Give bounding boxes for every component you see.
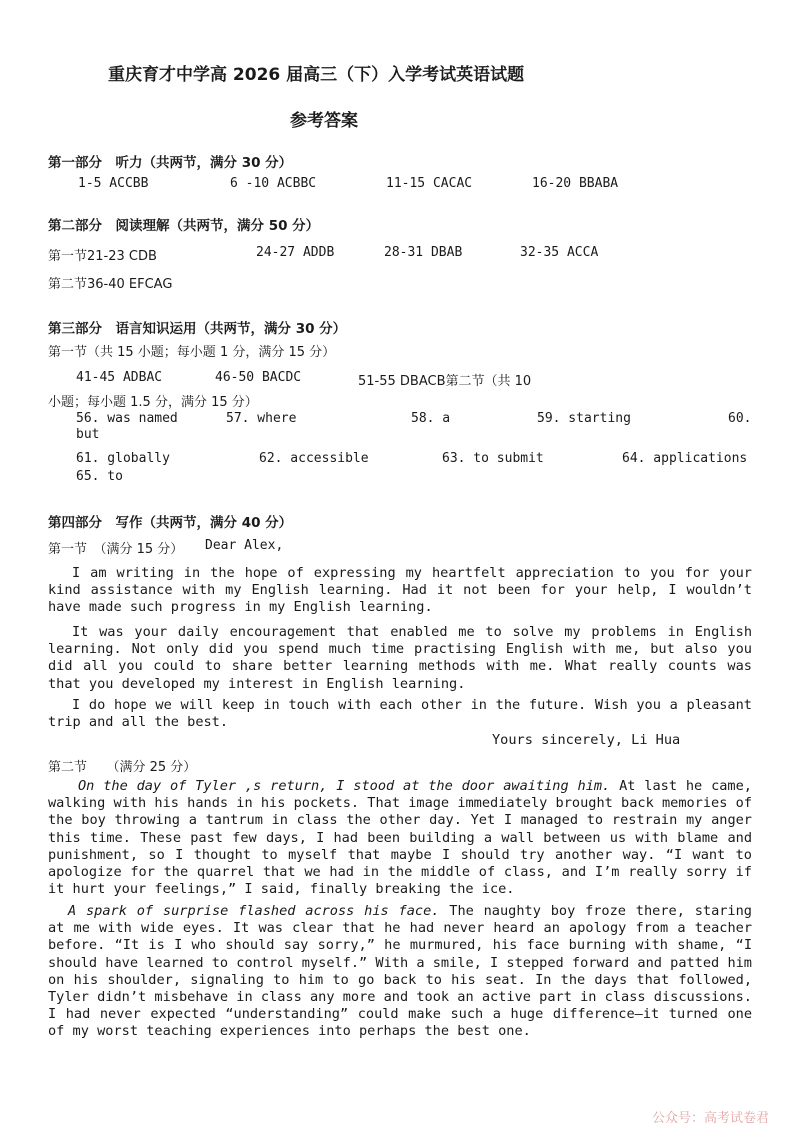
part3-answer: 57. where <box>226 411 297 426</box>
part1-heading: 第一部分 听力（共两节，满分 30 分） <box>48 155 293 171</box>
part3-answer: 62. accessible <box>259 451 369 466</box>
part3-answer: 56. was named <box>76 411 178 426</box>
part3-answer: 41-45 ADBAC <box>76 370 163 385</box>
story-text: At last he came, walking with his hands in his pockets. That image immediately brought back memories of the boy throwing a tantrum in class the other day. Yet I managed to restrain my anger this time. These past few days, I had been building a wall between us with blame and punishment, so I thought to myself that maybe I should try another way. “I want to apologize for the quarrel that we had in the middle of class, and I’m really sorry if it hurt your feelings,” I said, finally breaking the ice. <box>48 778 752 898</box>
letter-greeting: Dear Alex, <box>205 538 284 553</box>
part3-answer: 64. applications <box>622 451 748 466</box>
letter-paragraph: I do hope we will keep in touch with each other in the future. Wish you a pleasant trip and all the best. <box>48 697 752 731</box>
part3-answer: 46-50 BACDC <box>215 370 302 385</box>
story-lead-sentence: A spark of surprise flashed across his face. <box>68 903 440 919</box>
letter-paragraph: It was your daily encouragement that enabled me to solve my problems in English learning. Not only did you spend much time practising English with me, but also you did all you could to share better learning methods with me. What really counts was that you developed my interest in English learning. <box>48 624 752 692</box>
story-text: The naughty boy froze there, staring at me with wide eyes. It was clear that he had never heard an apology from a teacher before. “It is I who should say sorry,” he murmured, his face burning with shame, “I should have learned to control myself.” With a smile, I stepped forward and patted him on his shoulder, signaling to him to go back to his seat. In the days that followed, Tyler didn’t misbehave in class any more and took an active part in class discussions. I had never expected “understanding” could make such a huge difference—it turned one of my worst teaching experiences into perhaps the best one. <box>48 903 752 1040</box>
part3-section2-label: 小题；每小题 1.5 分，满分 15 分） <box>48 395 258 410</box>
part2-answer: 28-31 DBAB <box>384 245 463 260</box>
part3-answer: 58. a <box>411 411 451 426</box>
part2-answer: 第一节21-23 CDB <box>48 249 157 264</box>
part1-answer: 1-5 ACCBB <box>78 176 149 191</box>
part4-heading: 第四部分 写作（共两节，满分 40 分） <box>48 515 293 531</box>
part1-answer: 11-15 CACAC <box>386 176 473 191</box>
part3-answer: 60. <box>728 411 752 426</box>
part2-heading: 第二部分 阅读理解（共两节，满分 50 分） <box>48 218 320 234</box>
part3-answer: 65. to <box>76 469 123 484</box>
part4-section2-label: 第二节 （满分 25 分） <box>48 760 197 775</box>
letter-signoff: Yours sincerely, Li Hua <box>492 732 681 748</box>
part3-answer: 63. to submit <box>442 451 544 466</box>
letter-paragraph: I am writing in the hope of expressing my heartfelt appreciation to you for your kind assistance with my English learning. Had it not been for your help, I wouldn’t have made such progress in my English learning. <box>48 565 752 616</box>
part3-section1-label: 第一节（共 15 小题；每小题 1 分，满分 15 分） <box>48 345 336 360</box>
part1-answer: 16-20 BBABA <box>532 176 619 191</box>
story-paragraph <box>48 903 752 1041</box>
part3-answer: 59. starting <box>537 411 631 426</box>
part2-answer: 32-35 ACCA <box>520 245 599 260</box>
story-lead-sentence: On the day of Tyler ,s return, I stood at the door awaiting him. <box>78 778 611 794</box>
document-subtitle: 参考答案 <box>290 111 358 131</box>
watermark: 公众号：高考试卷君 <box>652 1111 770 1126</box>
part2-answer: 第二节36-40 EFCAG <box>48 277 173 292</box>
story-paragraph <box>48 778 752 898</box>
part3-answer: but <box>76 427 100 442</box>
part3-heading: 第三部分 语言知识运用（共两节，满分 30 分） <box>48 321 347 337</box>
part1-answer: 6 -10 ACBBC <box>230 176 317 191</box>
part2-answer: 24-27 ADDB <box>256 245 335 260</box>
part4-section1-label: 第一节 （满分 15 分） <box>48 542 184 557</box>
part3-answer: 51-55 DBACB第二节（共 10 <box>358 374 532 389</box>
document-title: 重庆育才中学高 2026 届高三（下）入学考试英语试题 <box>108 65 525 85</box>
part3-answer: 61. globally <box>76 451 170 466</box>
